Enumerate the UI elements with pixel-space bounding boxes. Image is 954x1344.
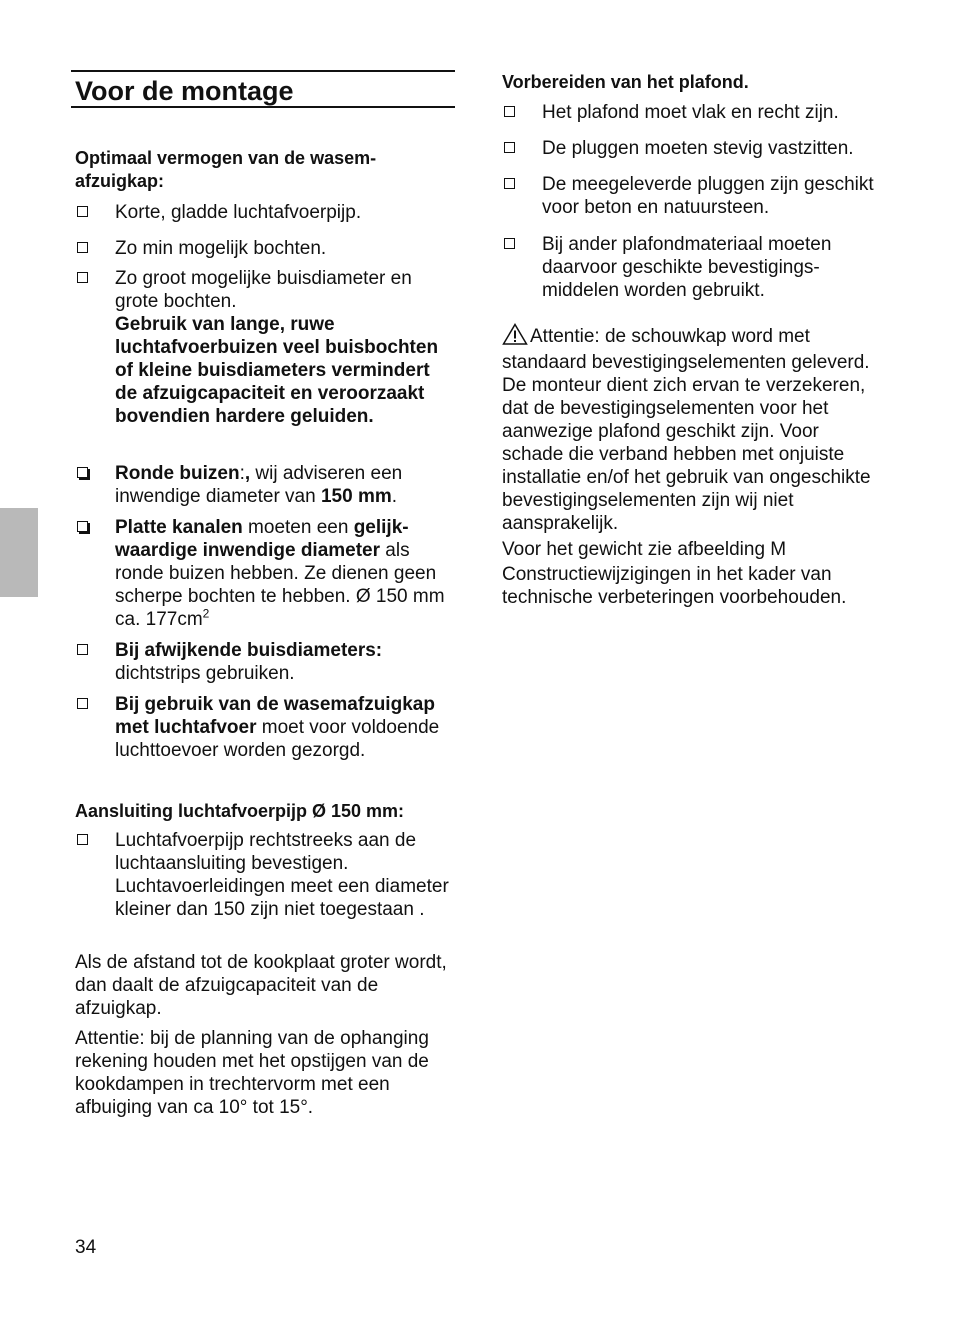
section-tab xyxy=(0,508,38,597)
list-item-text: Platte kanalen moeten een gelijk-waardige inwendige diameter als ronde buizen hebben. Ze dienen geen scherpe bochten te hebben. Ø 150 mm ca. $177cm^2$ xyxy=(115,517,445,630)
checkbox-bullet-icon xyxy=(77,272,88,283)
list-item xyxy=(502,173,894,219)
list-item xyxy=(75,267,457,428)
checkbox-bullet-icon xyxy=(504,106,515,117)
checkbox-bullet-icon xyxy=(77,242,88,253)
list-item-text: De meegeleverde pluggen zijn geschikt voor beton en natuursteen. xyxy=(542,174,874,218)
list-item xyxy=(502,233,894,302)
warning-triangle-icon xyxy=(502,323,528,351)
paragraph: Als de afstand tot de kookplaat groter wordt, dan daalt de afzuigcapaciteit van de afzuigkap. xyxy=(75,952,447,1019)
checkbox-bullet-icon xyxy=(77,698,88,709)
list-item xyxy=(75,201,457,224)
list-item xyxy=(75,462,457,508)
checkbox-bullet-icon xyxy=(504,142,515,153)
paragraph: Voor het gewicht zie afbeelding M xyxy=(502,539,787,560)
warning-paragraph: Attentie: de schouwkap word met standaard bevestigingselementen geleverd. De monteur dient zich ervan te verzekeren, dat de bevestigingselementen voor het aanwezige plafond geschikt zijn. Voor schade die verband hebben met onjuiste installatie en/of het gebruik van ongeschikte bevestigingselementen zijn wij niet aansprakelijk. xyxy=(502,323,882,535)
list-item-text: Zo groot mogelijke buisdiameter en grote bochten. xyxy=(115,268,412,312)
list-item xyxy=(502,101,894,124)
list-item-text: Het plafond moet vlak en recht zijn. xyxy=(542,102,839,123)
list-item xyxy=(75,639,457,685)
section-heading-ceiling: Vorbereiden van het plafond. xyxy=(502,72,749,92)
checkbox-bullet-icon xyxy=(77,206,88,217)
list-item-text: Korte, gladde luchtafvoerpijp. xyxy=(115,202,362,223)
list-item-text: Ronde buizen:, wij adviseren een inwendige diameter van 150 mm. xyxy=(115,463,403,507)
list-item xyxy=(75,237,457,260)
list-item xyxy=(75,693,457,762)
checkbox-bullet-icon xyxy=(77,521,88,532)
section-heading-performance: Optimaal vermogen van de wasem- afzuigkap: xyxy=(75,148,377,191)
paragraph: Constructiewijzigingen in het kader van technische verbeteringen voorbehouden. xyxy=(502,564,847,608)
list-item-text: De pluggen moeten stevig vastzitten. xyxy=(542,138,854,159)
checkbox-bullet-icon xyxy=(504,178,515,189)
checkbox-bullet-icon xyxy=(77,644,88,655)
checkbox-bullet-icon xyxy=(77,467,88,478)
page-title: Voor de montage xyxy=(75,76,294,106)
list-item-text: Bij ander plafondmateriaal moeten daarvoor geschikte bevestigings-middelen worden gebruikt. xyxy=(542,234,832,301)
paragraph: Attentie: bij de planning van de ophanging rekening houden met het opstijgen van de kookdampen in trechtervorm met een afbuiging van ca 10° tot 15°. xyxy=(75,1028,429,1118)
checkbox-bullet-icon xyxy=(77,834,88,845)
list-item-text: Bij gebruik van de wasemafzuigkap met luchtafvoer moet voor voldoende luchttoevoer worden gezorgd. xyxy=(115,694,440,761)
page-number: 34 xyxy=(75,1237,97,1258)
list-item-text: Luchtafvoerpijp rechtstreeks aan de luchtaansluiting bevestigen. Luchtavoerleidingen meet een diameter kleiner dan 150 zijn niet toegestaan . xyxy=(115,830,449,920)
list-item-text: Zo min mogelijk bochten. xyxy=(115,238,327,259)
list-item xyxy=(502,137,894,160)
title-block xyxy=(71,70,455,108)
list-item-text: Bij afwijkende buisdiameters: dichtstrips gebruiken. xyxy=(115,640,383,684)
checkbox-bullet-icon xyxy=(504,238,515,249)
list-item xyxy=(75,516,457,631)
list-item-warning-text: Gebruik van lange, ruwe luchtafvoerbuizen veel buisbochten of kleine buisdiameters vermindert de afzuigcapaciteit en veroorzaakt bovendien hardere geluiden. xyxy=(115,314,439,427)
list-item xyxy=(75,829,457,921)
section-heading-connection: Aansluiting luchtafvoerpijp Ø 150 mm: xyxy=(75,801,405,821)
